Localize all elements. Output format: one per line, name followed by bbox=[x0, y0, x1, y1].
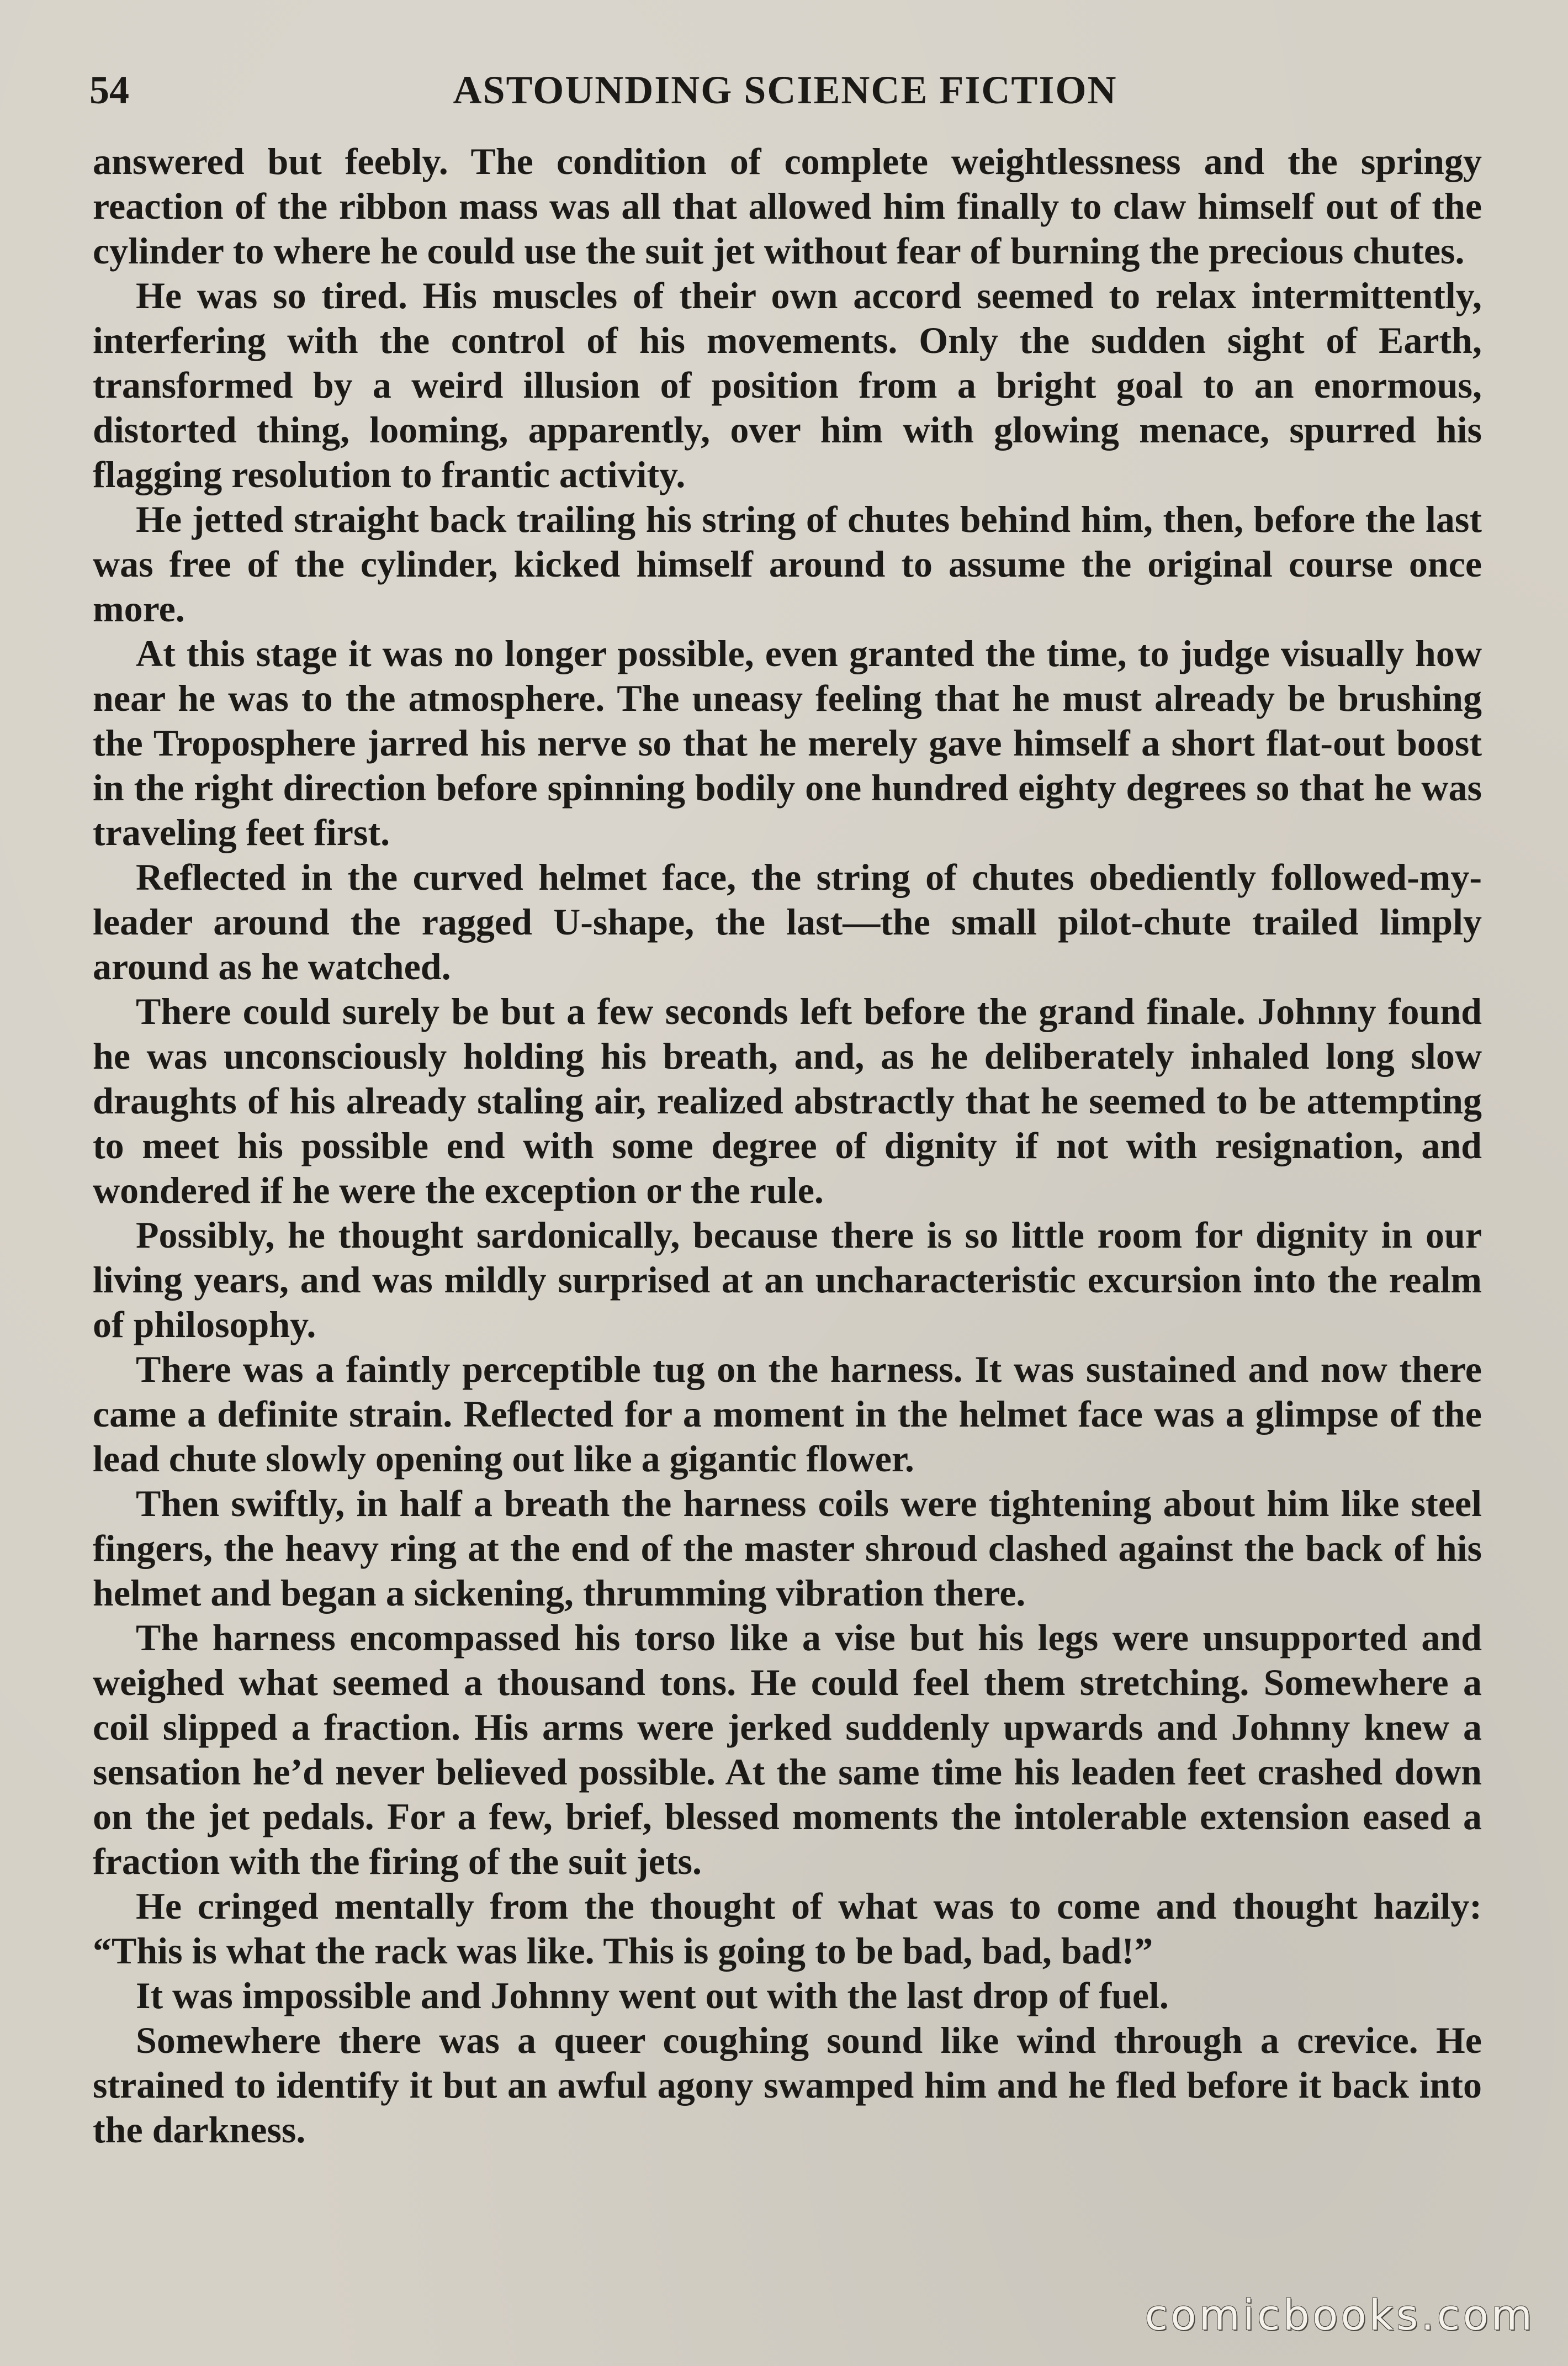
paragraph: There could surely be but a few seconds left before the grand finale. Johnny found he was unconsciously holding his breath, and, as he deliberately inhaled long slow draughts of his already staling air, realized abstractly that he seemed to be attempting to meet his possible end with some degree of dignity if not with resignation, and wondered if he were the exception or the rule. bbox=[93, 990, 1482, 1211]
watermark: comicbooks.com bbox=[1145, 2290, 1535, 2339]
running-head: ASTOUNDING SCIENCE FICTION bbox=[453, 68, 1117, 112]
paragraph: He jetted straight back trailing his string of chutes behind him, then, before the last was free of the cylinder, kicked himself around to assume the original course once more. bbox=[93, 498, 1482, 630]
paragraph: There was a faintly perceptible tug on the harness. It was sustained and now there came a definite strain. Reflected for a moment in the helmet face was a glimpse of the lead chute slowly opening out like a gigantic flower. bbox=[93, 1348, 1482, 1480]
paragraph: Reflected in the curved helmet face, the string of chutes obediently followed-my-leader around the ragged U-shape, the last—the small pilot-chute trailed limply around as he watched. bbox=[93, 856, 1482, 987]
paragraph: It was impossible and Johnny went out with the last drop of fuel. bbox=[136, 1974, 1169, 2016]
paragraph: He was so tired. His muscles of their own accord seemed to relax intermittently, interfering with the control of his movements. Only the sudden sight of Earth, transformed by a weird illusion of position from a bright goal to an enormous, distorted thing, looming, apparently, over him with glowing menace, spurred his flagging resolution to frantic activity. bbox=[93, 274, 1482, 495]
paragraph: answered but feebly. The condition of complete weightlessness and the springy reaction of the ribbon mass was all that allowed him finally to claw himself out of the cylinder to where he could use the suit jet without fear of burning the precious chutes. bbox=[93, 140, 1482, 272]
paragraph: Then swiftly, in half a breath the harness coils were tightening about him like steel fingers, the heavy ring at the end of the master shroud clashed against the back of his helmet and began a sickening, thrumming vibration there. bbox=[93, 1482, 1482, 1614]
paragraph: Possibly, he thought sardonically, because there is so little room for dignity in our living years, and was mildly surprised at an uncharacteristic excursion into the realm of philosophy. bbox=[93, 1214, 1482, 1345]
page-header bbox=[89, 65, 1481, 115]
page-number: 54 bbox=[89, 68, 129, 112]
story-text bbox=[93, 139, 1482, 2152]
paragraph: At this stage it was no longer possible, even granted the time, to judge visually how near he was to the atmosphere. The uneasy feeling that he must already be brushing the Troposphere jarred his nerve so that he merely gave himself a short flat-out boost in the right direction before spinning bodily one hundred eighty degrees so that he was traveling feet first. bbox=[93, 632, 1482, 853]
paragraph: The harness encompassed his torso like a vise but his legs were unsupported and weighed what seemed a thousand tons. He could feel them stretching. Somewhere a coil slipped a fraction. His arms were jerked suddenly upwards and Johnny knew a sensation he’d never believed possible. At the same time his leaden feet crashed down on the jet pedals. For a few, brief, blessed moments the intolerable extension eased a fraction with the firing of the suit jets. bbox=[93, 1617, 1482, 1882]
paragraph: He cringed mentally from the thought of what was to come and thought hazily: “This is what the rack was like. This is going to be bad, bad, bad!” bbox=[93, 1885, 1482, 1972]
paragraph: Somewhere there was a queer coughing sound like wind through a crevice. He strained to identify it but an awful agony swamped him and he fled before it back into the darkness. bbox=[93, 2019, 1482, 2151]
